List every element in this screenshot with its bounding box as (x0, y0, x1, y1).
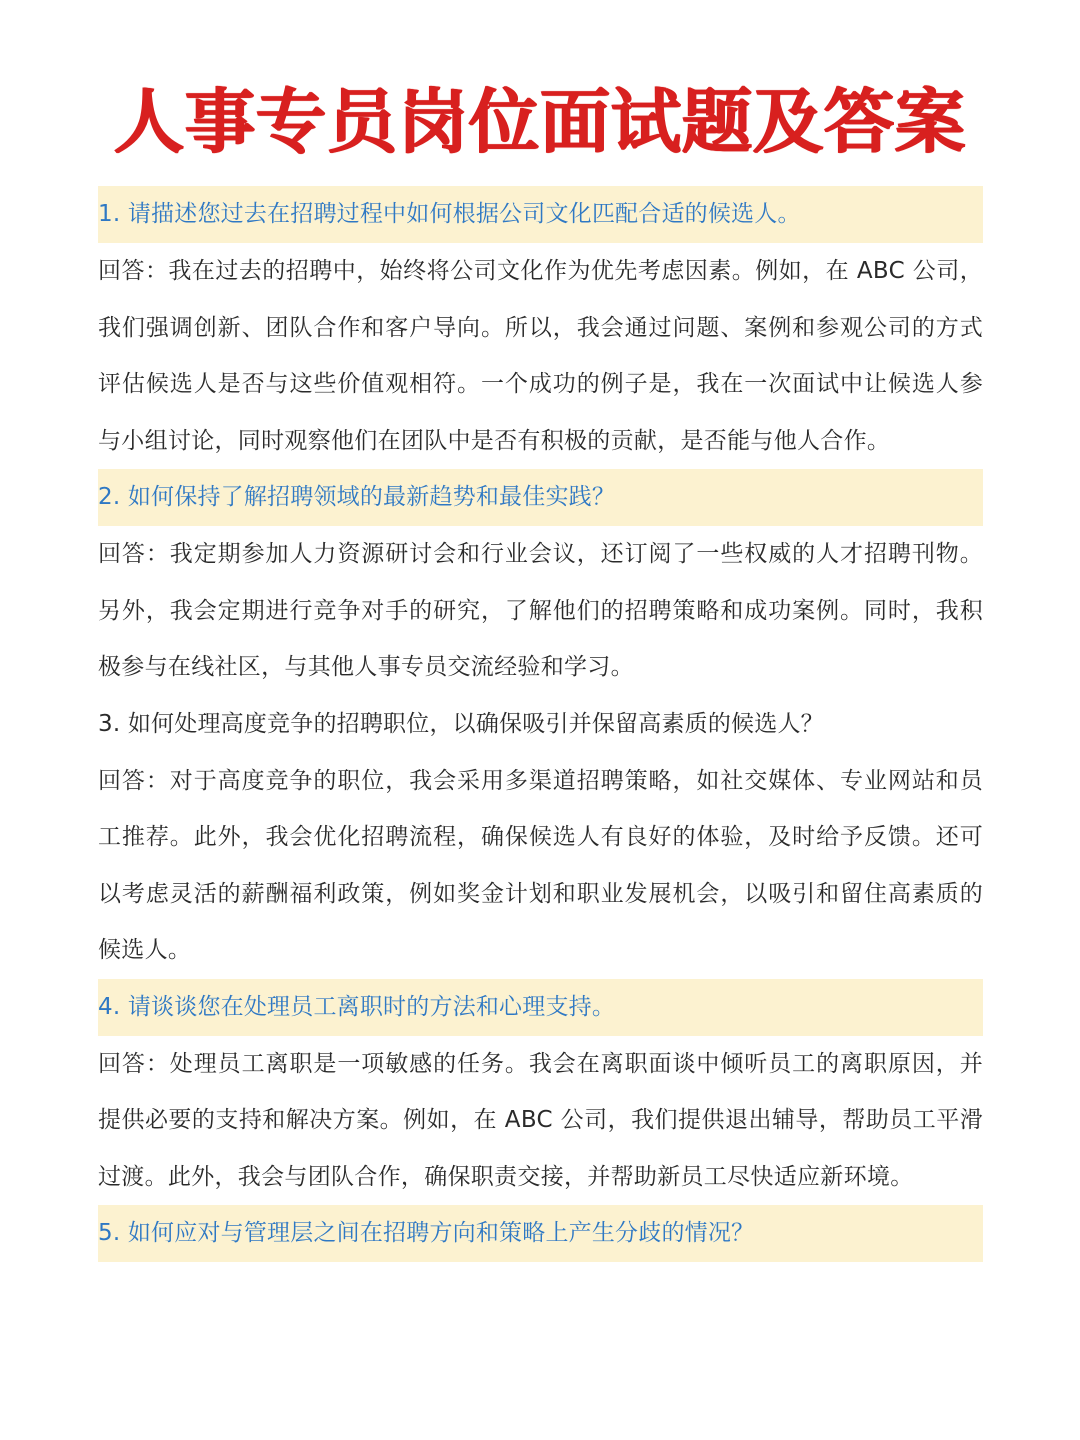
answer-2: 回答：我定期参加人力资源研讨会和行业会议，还订阅了一些权威的人才招聘刊物。另外，我会定期进行竞争对手的研究，了解他们的招聘策略和成功案例。同时，我积极参与在线社区，与其他人事专员交流经验和学习。 (98, 541, 983, 680)
question-4: 4. 请谈谈您在处理员工离职时的方法和心理支持。 (98, 979, 983, 1036)
answer-1: 回答：我在过去的招聘中，始终将公司文化作为优先考虑因素。例如，在 ABC 公司，我们强调创新、团队合作和客户导向。所以，我会通过问题、案例和参观公司的方式评估候选人是否与这些价值观相符。一个成功的例子是，我在一次面试中让候选人参与小组讨论，同时观察他们在团队中是否有积极的贡献，是否能与他人合作。 (98, 258, 983, 454)
question-5: 5. 如何应对与管理层之间在招聘方向和策略上产生分歧的情况？ (98, 1205, 983, 1262)
question-2: 2. 如何保持了解招聘领域的最新趋势和最佳实践？ (98, 469, 983, 526)
answer-4: 回答：处理员工离职是一项敏感的任务。我会在离职面谈中倾听员工的离职原因，并提供必要的支持和解决方案。例如，在 ABC 公司，我们提供退出辅导，帮助员工平滑过渡。此外，我会与团队合作，确保职责交接，并帮助新员工尽快适应新环境。 (98, 1050, 983, 1190)
question-3: 3. 如何处理高度竞争的招聘职位，以确保吸引并保留高素质的候选人？ (98, 710, 824, 737)
qa-list (98, 186, 983, 1262)
answer-3: 回答：对于高度竞争的职位，我会采用多渠道招聘策略，如社交媒体、专业网站和员工推荐。此外，我会优化招聘流程，确保候选人有良好的体验，及时给予反馈。还可以考虑灵活的薪酬福利政策，例如奖金计划和职业发展机会，以吸引和留住高素质的候选人。 (98, 767, 983, 963)
question-1: 1. 请描述您过去在招聘过程中如何根据公司文化匹配合适的候选人。 (98, 186, 983, 243)
page-title: 人事专员岗位面试题及答案 (114, 81, 966, 163)
